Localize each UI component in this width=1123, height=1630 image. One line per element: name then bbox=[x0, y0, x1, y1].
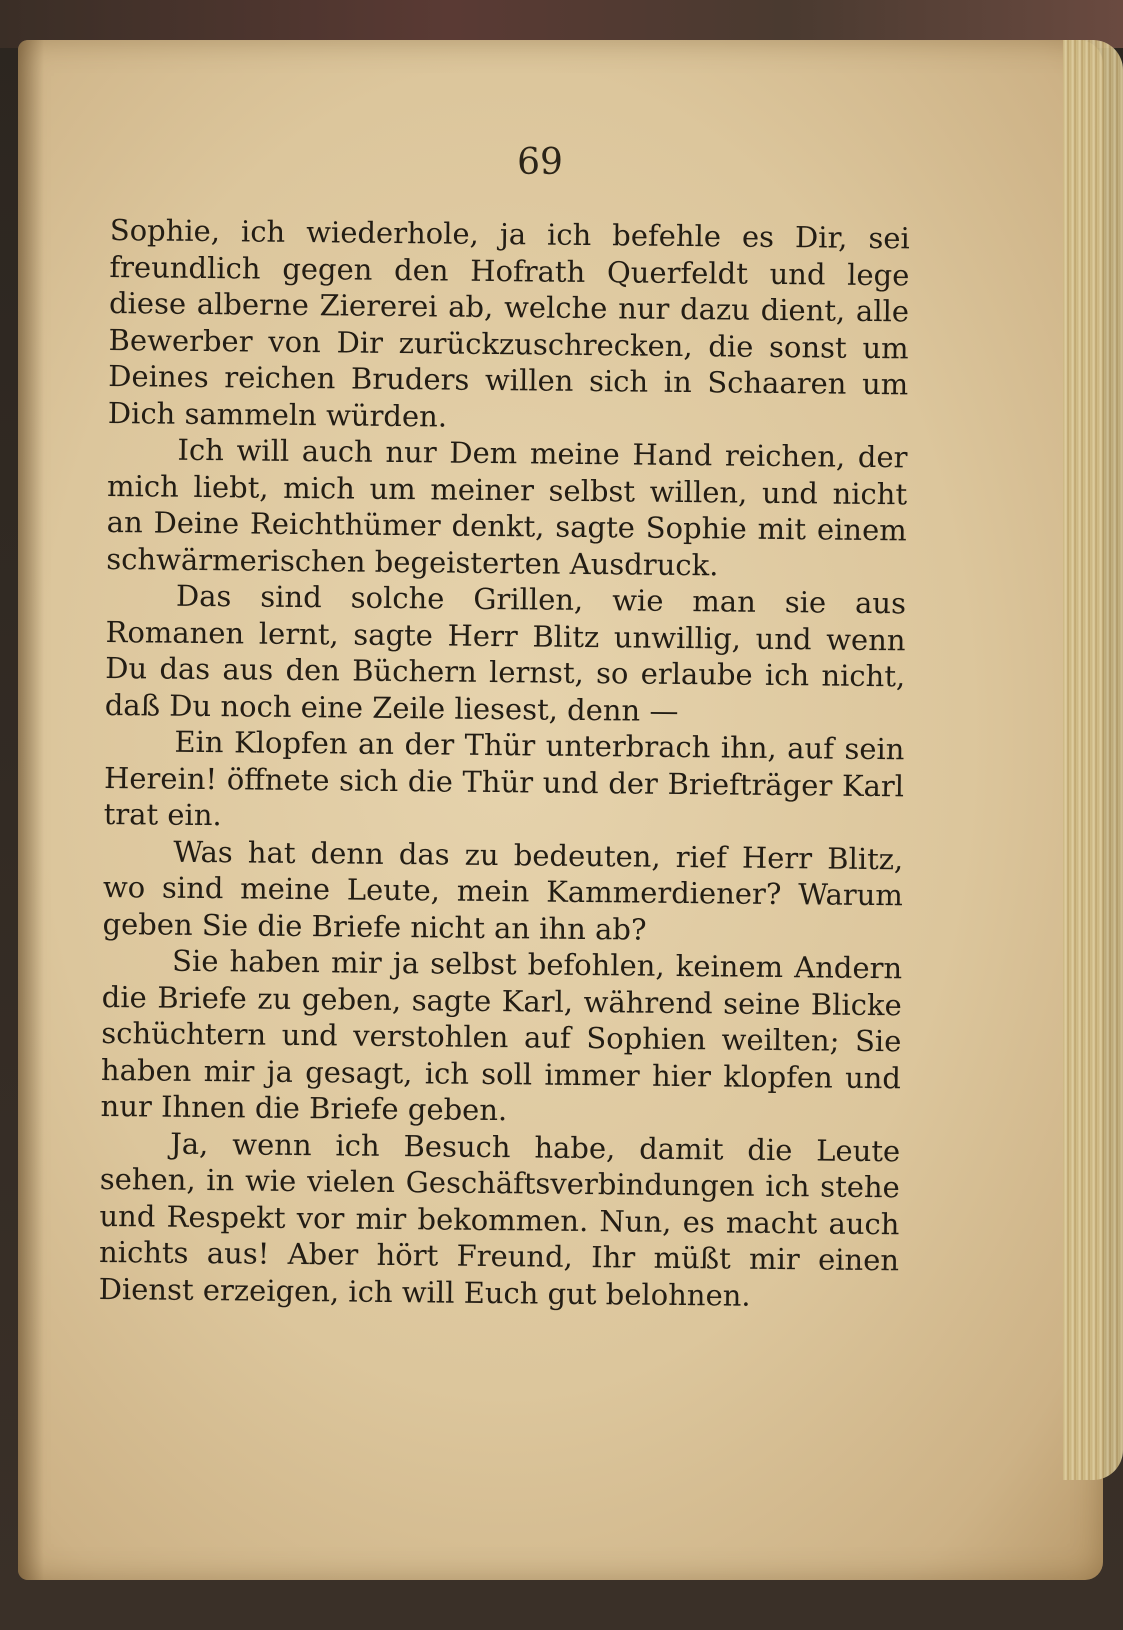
paragraph: Das sind solche Grillen, wie man sie aus Romanen lernt, sagte Herr Blitz unwillig, und wenn Du das aus den Büchern lernst, so erlaube ich nicht, daß Du noch eine Zeile liesest, denn — bbox=[104, 578, 907, 728]
paragraph: Ich will auch nur Dem meine Hand reichen, der mich liebt, mich um meiner selbst willen, und nicht an Deine Reichthümer denkt, sagte Sophie mit einem schwärmerischen begeisterten Ausdruck. bbox=[106, 432, 908, 582]
body-text bbox=[99, 212, 910, 1315]
paragraph: Sophie, ich wiederhole, ja ich befehle es Dir, sei freundlich gegen den Hofrath Querfeldt und lege diese alberne Ziererei ab, welche nur dazu dient, alle Bewerber von Dir zurückzuschrecken, die sonst um Deines reichen Bruders willen sich in Schaaren um Dich sammeln würden. bbox=[107, 212, 910, 434]
page-number: 69 bbox=[517, 142, 563, 183]
page-gutter-shadow bbox=[18, 40, 44, 1580]
paragraph: Ja, wenn ich Besuch habe, damit die Leute sehen, in wie vielen Geschäftsverbindungen ich stehe und Respekt vor mir bekommen. Nun, es macht auch nichts aus! Aber hört Freund, Ihr müßt mir einen Dienst erzeigen, ich will Euch gut belohnen. bbox=[98, 1126, 901, 1313]
paragraph: Was hat denn das zu bedeuten, rief Herr Blitz, wo sind meine Leute, mein Kammerdiener? Warum geben Sie die Briefe nicht an ihn ab? bbox=[102, 834, 904, 947]
paragraph: Sie haben mir ja selbst befohlen, keinem Andern die Briefe zu geben, sagte Karl, während seine Blicke schüchtern und verstohlen auf Sophien weilten; Sie haben mir ja gesagt, ich soll immer hier klopfen und nur Ihnen die Briefe geben. bbox=[100, 943, 903, 1128]
page-edges bbox=[1063, 40, 1123, 1480]
paragraph: Ein Klopfen an der Thür unterbrach ihn, auf sein Herein! öffnete sich die Thür und der Briefträger Karl trat ein. bbox=[103, 724, 905, 833]
